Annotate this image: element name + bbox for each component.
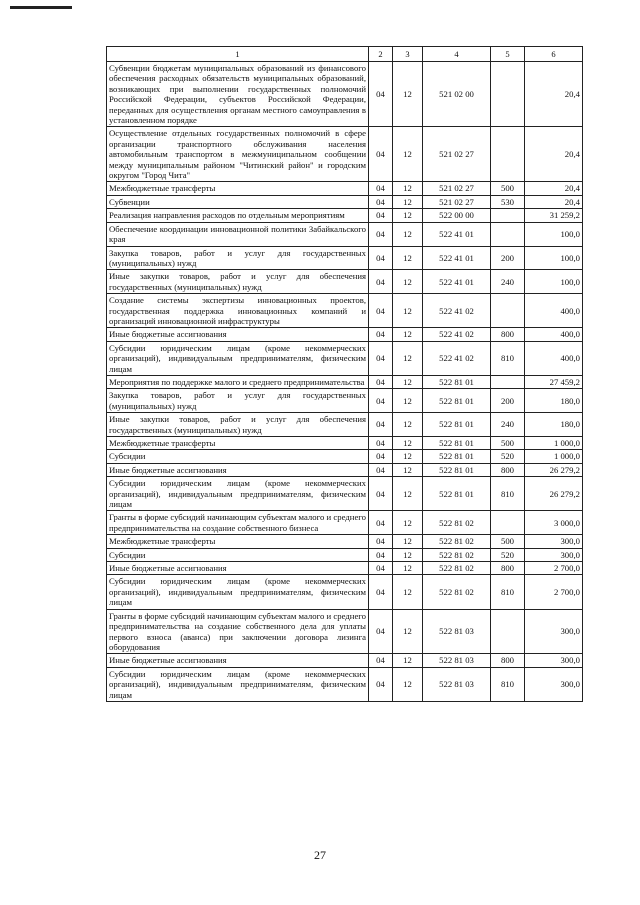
table-row <box>107 562 583 575</box>
target-article-cell: 522 81 01 <box>423 413 491 437</box>
row-name-cell: Иные бюджетные ассигнования <box>107 463 369 476</box>
top-rule <box>10 6 72 9</box>
row-name-cell: Гранты в форме субсидий начинающим субъектам малого и среднего предпринимательства на создание собственного бизнеса <box>107 511 369 535</box>
amount-cell: 1 000,0 <box>525 450 583 463</box>
expense-type-cell <box>491 609 525 654</box>
table-row <box>107 246 583 270</box>
expense-type-cell: 200 <box>491 246 525 270</box>
table-row <box>107 328 583 341</box>
amount-cell: 400,0 <box>525 294 583 328</box>
target-article-cell: 522 81 01 <box>423 437 491 450</box>
amount-cell: 100,0 <box>525 222 583 246</box>
header-cell: 1 <box>107 47 369 62</box>
expense-type-cell: 800 <box>491 463 525 476</box>
target-article-cell: 522 81 03 <box>423 667 491 701</box>
section-code-cell: 04 <box>369 450 393 463</box>
target-article-cell: 522 41 01 <box>423 270 491 294</box>
row-name-cell: Иные закупки товаров, работ и услуг для обеспечения государственных (муниципальных) нужд <box>107 413 369 437</box>
table-row <box>107 182 583 195</box>
table-row <box>107 209 583 222</box>
table-row <box>107 195 583 208</box>
amount-cell: 180,0 <box>525 389 583 413</box>
amount-cell: 1 000,0 <box>525 437 583 450</box>
table-row <box>107 511 583 535</box>
row-name-cell: Межбюджетные трансферты <box>107 182 369 195</box>
subsection-code-cell: 12 <box>393 575 423 609</box>
header-cell: 4 <box>423 47 491 62</box>
header-cell: 2 <box>369 47 393 62</box>
section-code-cell: 04 <box>369 437 393 450</box>
expense-type-cell <box>491 127 525 182</box>
target-article-cell: 522 81 03 <box>423 654 491 667</box>
table-row <box>107 375 583 388</box>
amount-cell: 26 279,2 <box>525 463 583 476</box>
section-code-cell: 04 <box>369 654 393 667</box>
row-name-cell: Иные бюджетные ассигнования <box>107 328 369 341</box>
section-code-cell: 04 <box>369 535 393 548</box>
section-code-cell: 04 <box>369 548 393 561</box>
table-row <box>107 548 583 561</box>
row-name-cell: Межбюджетные трансферты <box>107 437 369 450</box>
amount-cell: 20,4 <box>525 127 583 182</box>
subsection-code-cell: 12 <box>393 450 423 463</box>
section-code-cell: 04 <box>369 294 393 328</box>
target-article-cell: 521 02 00 <box>423 62 491 127</box>
section-code-cell: 04 <box>369 463 393 476</box>
row-name-cell: Реализация направления расходов по отдельным мероприятиям <box>107 209 369 222</box>
amount-cell: 20,4 <box>525 62 583 127</box>
table-row <box>107 437 583 450</box>
row-name-cell: Осуществление отдельных государственных полномочий в сфере организации транспортного обслуживания населения автомобильным транспортом в межмуниципальном сообщении между муниципальным районом "Читинский район" и городским округом "Город Чита" <box>107 127 369 182</box>
table-row <box>107 413 583 437</box>
section-code-cell: 04 <box>369 195 393 208</box>
expense-type-cell: 810 <box>491 575 525 609</box>
amount-cell: 100,0 <box>525 270 583 294</box>
expense-type-cell: 240 <box>491 270 525 294</box>
expense-type-cell <box>491 294 525 328</box>
expense-type-cell: 520 <box>491 548 525 561</box>
row-name-cell: Гранты в форме субсидий начинающим субъектам малого и среднего предпринимательства на создание собственного дела для уплаты первого взноса (аванса) при заключении договора лизинга оборудования <box>107 609 369 654</box>
row-name-cell: Субсидии юридическим лицам (кроме некоммерческих организаций), индивидуальным предпринимателям, физическим лицам <box>107 575 369 609</box>
subsection-code-cell: 12 <box>393 477 423 511</box>
subsection-code-cell: 12 <box>393 562 423 575</box>
expense-type-cell: 800 <box>491 654 525 667</box>
table-row <box>107 667 583 701</box>
expense-type-cell: 520 <box>491 450 525 463</box>
expense-type-cell: 810 <box>491 667 525 701</box>
row-name-cell: Субсидии <box>107 548 369 561</box>
target-article-cell: 522 81 02 <box>423 562 491 575</box>
expense-type-cell <box>491 222 525 246</box>
row-name-cell: Субсидии юридическим лицам (кроме некоммерческих организаций), индивидуальным предпринимателям, физическим лицам <box>107 341 369 375</box>
amount-cell: 300,0 <box>525 609 583 654</box>
expense-type-cell <box>491 375 525 388</box>
target-article-cell: 522 00 00 <box>423 209 491 222</box>
subsection-code-cell: 12 <box>393 548 423 561</box>
target-article-cell: 521 02 27 <box>423 182 491 195</box>
row-name-cell: Субвенции бюджетам муниципальных образований из финансового обеспечения расходных обязательств муниципальных образований, возникающих при выполнении государственных полномочий Российской Федерации, субъектов Российской Федерации, переданных для осуществления органам местного самоуправления в установленном порядке <box>107 62 369 127</box>
amount-cell: 20,4 <box>525 195 583 208</box>
expense-type-cell: 500 <box>491 535 525 548</box>
target-article-cell: 522 81 01 <box>423 375 491 388</box>
section-code-cell: 04 <box>369 667 393 701</box>
amount-cell: 400,0 <box>525 328 583 341</box>
subsection-code-cell: 12 <box>393 437 423 450</box>
target-article-cell: 522 81 02 <box>423 575 491 609</box>
table-row <box>107 535 583 548</box>
section-code-cell: 04 <box>369 477 393 511</box>
target-article-cell: 522 41 01 <box>423 222 491 246</box>
section-code-cell: 04 <box>369 413 393 437</box>
row-name-cell: Закупка товаров, работ и услуг для государственных (муниципальных) нужд <box>107 389 369 413</box>
section-code-cell: 04 <box>369 562 393 575</box>
expense-type-cell: 800 <box>491 562 525 575</box>
table-row <box>107 609 583 654</box>
expense-type-cell: 500 <box>491 182 525 195</box>
table-row <box>107 477 583 511</box>
amount-cell: 300,0 <box>525 535 583 548</box>
target-article-cell: 522 81 02 <box>423 535 491 548</box>
table-row <box>107 222 583 246</box>
row-name-cell: Межбюджетные трансферты <box>107 535 369 548</box>
target-article-cell: 522 81 01 <box>423 450 491 463</box>
row-name-cell: Мероприятия по поддержке малого и среднего предпринимательства <box>107 375 369 388</box>
target-article-cell: 522 81 02 <box>423 511 491 535</box>
row-name-cell: Субсидии юридическим лицам (кроме некоммерческих организаций), индивидуальным предпринимателям, физическим лицам <box>107 667 369 701</box>
table-row <box>107 341 583 375</box>
amount-cell: 31 259,2 <box>525 209 583 222</box>
target-article-cell: 522 81 02 <box>423 548 491 561</box>
section-code-cell: 04 <box>369 341 393 375</box>
expense-type-cell: 810 <box>491 477 525 511</box>
section-code-cell: 04 <box>369 575 393 609</box>
expense-type-cell <box>491 209 525 222</box>
row-name-cell: Субсидии <box>107 450 369 463</box>
header-cell: 6 <box>525 47 583 62</box>
target-article-cell: 521 02 27 <box>423 127 491 182</box>
table-row <box>107 127 583 182</box>
amount-cell: 180,0 <box>525 413 583 437</box>
row-name-cell: Иные закупки товаров, работ и услуг для обеспечения государственных (муниципальных) нужд <box>107 270 369 294</box>
amount-cell: 20,4 <box>525 182 583 195</box>
subsection-code-cell: 12 <box>393 222 423 246</box>
table-header-row <box>107 47 583 62</box>
subsection-code-cell: 12 <box>393 341 423 375</box>
row-name-cell: Иные бюджетные ассигнования <box>107 654 369 667</box>
subsection-code-cell: 12 <box>393 375 423 388</box>
expense-type-cell: 500 <box>491 437 525 450</box>
expense-type-cell: 200 <box>491 389 525 413</box>
row-name-cell: Субвенции <box>107 195 369 208</box>
row-name-cell: Создание системы экспертизы инновационных проектов, государственная поддержка инновационных компаний и организаций инновационной инфраструктуры <box>107 294 369 328</box>
table-row <box>107 463 583 476</box>
subsection-code-cell: 12 <box>393 294 423 328</box>
amount-cell: 100,0 <box>525 246 583 270</box>
row-name-cell: Обеспечение координации инновационной политики Забайкальского края <box>107 222 369 246</box>
amount-cell: 3 000,0 <box>525 511 583 535</box>
amount-cell: 300,0 <box>525 548 583 561</box>
amount-cell: 2 700,0 <box>525 575 583 609</box>
section-code-cell: 04 <box>369 270 393 294</box>
row-name-cell: Субсидии юридическим лицам (кроме некоммерческих организаций), индивидуальным предпринимателям, физическим лицам <box>107 477 369 511</box>
amount-cell: 400,0 <box>525 341 583 375</box>
subsection-code-cell: 12 <box>393 62 423 127</box>
section-code-cell: 04 <box>369 127 393 182</box>
amount-cell: 26 279,2 <box>525 477 583 511</box>
target-article-cell: 522 81 01 <box>423 389 491 413</box>
section-code-cell: 04 <box>369 182 393 195</box>
row-name-cell: Иные бюджетные ассигнования <box>107 562 369 575</box>
expense-type-cell: 800 <box>491 328 525 341</box>
section-code-cell: 04 <box>369 511 393 535</box>
page-number: 27 <box>314 848 326 862</box>
section-code-cell: 04 <box>369 246 393 270</box>
target-article-cell: 522 41 02 <box>423 341 491 375</box>
subsection-code-cell: 12 <box>393 535 423 548</box>
subsection-code-cell: 12 <box>393 127 423 182</box>
subsection-code-cell: 12 <box>393 182 423 195</box>
subsection-code-cell: 12 <box>393 246 423 270</box>
subsection-code-cell: 12 <box>393 654 423 667</box>
amount-cell: 300,0 <box>525 667 583 701</box>
section-code-cell: 04 <box>369 389 393 413</box>
table-row <box>107 62 583 127</box>
subsection-code-cell: 12 <box>393 209 423 222</box>
subsection-code-cell: 12 <box>393 511 423 535</box>
header-cell: 5 <box>491 47 525 62</box>
target-article-cell: 522 41 02 <box>423 328 491 341</box>
target-article-cell: 522 81 01 <box>423 463 491 476</box>
subsection-code-cell: 12 <box>393 609 423 654</box>
table-row <box>107 450 583 463</box>
subsection-code-cell: 12 <box>393 328 423 341</box>
expense-type-cell: 810 <box>491 341 525 375</box>
subsection-code-cell: 12 <box>393 667 423 701</box>
table-row <box>107 389 583 413</box>
amount-cell: 2 700,0 <box>525 562 583 575</box>
table-row <box>107 654 583 667</box>
section-code-cell: 04 <box>369 328 393 341</box>
section-code-cell: 04 <box>369 375 393 388</box>
table-row <box>107 575 583 609</box>
subsection-code-cell: 12 <box>393 195 423 208</box>
target-article-cell: 521 02 27 <box>423 195 491 208</box>
subsection-code-cell: 12 <box>393 270 423 294</box>
subsection-code-cell: 12 <box>393 463 423 476</box>
table-row <box>107 294 583 328</box>
subsection-code-cell: 12 <box>393 389 423 413</box>
subsection-code-cell: 12 <box>393 413 423 437</box>
section-code-cell: 04 <box>369 609 393 654</box>
amount-cell: 27 459,2 <box>525 375 583 388</box>
target-article-cell: 522 81 01 <box>423 477 491 511</box>
target-article-cell: 522 41 02 <box>423 294 491 328</box>
section-code-cell: 04 <box>369 222 393 246</box>
expense-type-cell <box>491 511 525 535</box>
table-row <box>107 270 583 294</box>
section-code-cell: 04 <box>369 209 393 222</box>
header-cell: 3 <box>393 47 423 62</box>
target-article-cell: 522 81 03 <box>423 609 491 654</box>
expense-type-cell <box>491 62 525 127</box>
target-article-cell: 522 41 01 <box>423 246 491 270</box>
budget-table <box>106 46 583 702</box>
row-name-cell: Закупка товаров, работ и услуг для государственных (муниципальных) нужд <box>107 246 369 270</box>
expense-type-cell: 530 <box>491 195 525 208</box>
amount-cell: 300,0 <box>525 654 583 667</box>
section-code-cell: 04 <box>369 62 393 127</box>
expense-type-cell: 240 <box>491 413 525 437</box>
